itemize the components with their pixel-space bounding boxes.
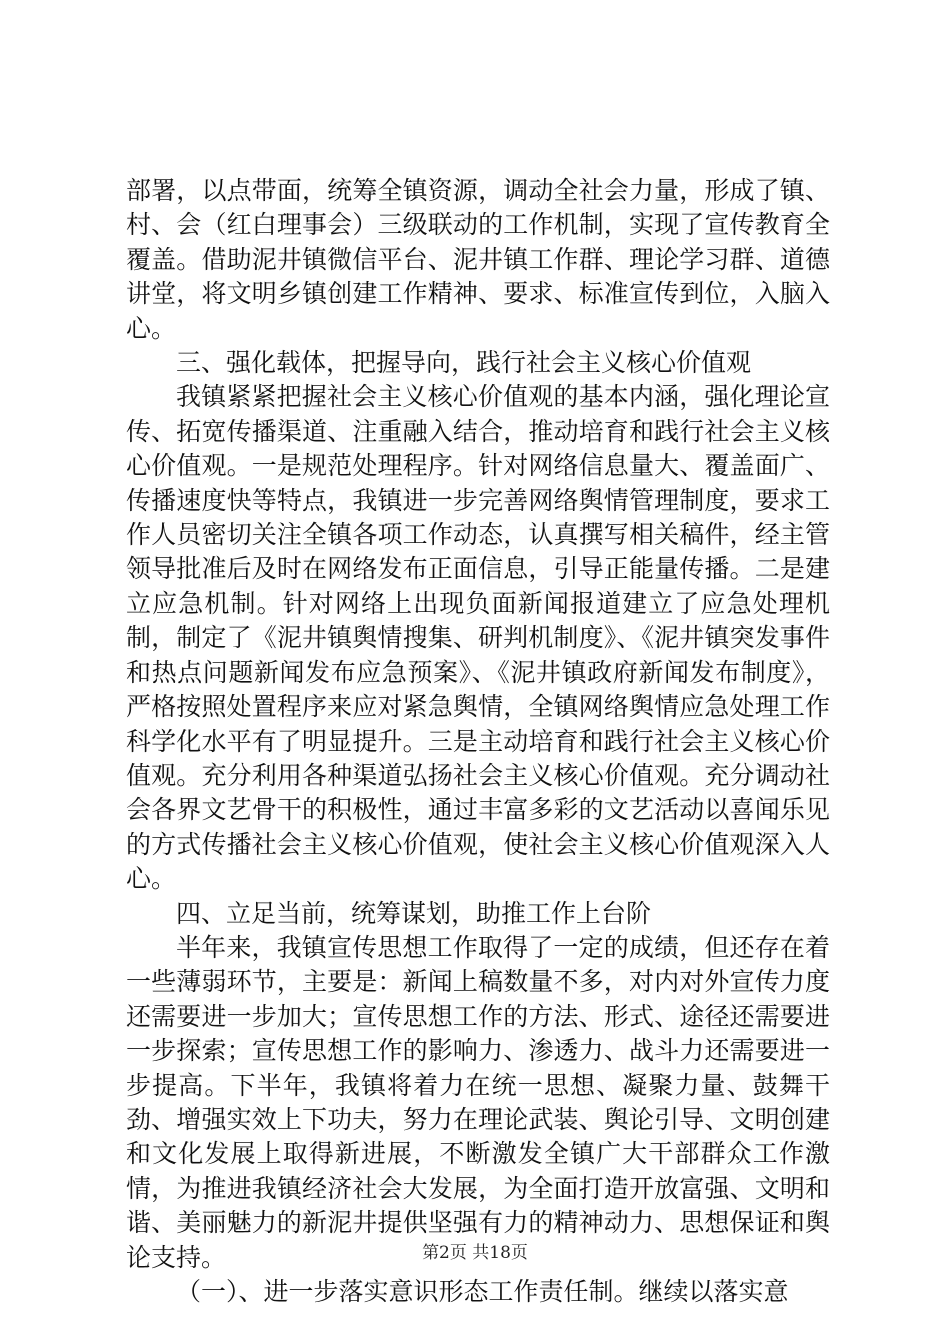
paragraph-half-year-summary: 半年来，我镇宣传思想工作取得了一定的成绩，但还存在着一些薄弱环节，主要是：新闻上稿数量不多，对内对外宣传力度还需要进一步加大；宣传思想工作的方法、形式、途径还需要进一步探索；宣传思想工作的影响力、渗透力、战斗力还需要进一步提高。下半年，我镇将着力在统一思想、凝聚力量、鼓舞干劲、增强实效上下功夫，努力在理论武装、舆论引导、文明创建和文化发展上取得新进展，不断激发全镇广大干部群众工作激情，为推进我镇经济社会大发展，为全面打造开放富强、文明和谐、美丽魅力的新泥井提供坚强有力的精神动力、思想保证和舆论支持。 [126, 932, 830, 1272]
paragraph-continuation: 部署，以点带面，统筹全镇资源，调动全社会力量，形成了镇、村、会（红白理事会）三级联动的工作机制，实现了宣传教育全覆盖。借助泥井镇微信平台、泥井镇工作群、理论学习群、道德讲堂，将文明乡镇创建工作精神、要求、标准宣传到位，入脑入心。 [126, 176, 830, 343]
subsection-heading-1: （一）、进一步落实意识形态工作责任制。继续以落实意 [176, 1277, 789, 1306]
section-heading-3: 三、强化载体，把握导向，践行社会主义核心价值观 [176, 348, 752, 378]
page-footer: 第2页 共18页 [422, 1243, 528, 1263]
paragraph-core-values: 我镇紧紧把握社会主义核心价值观的基本内涵，强化理论宣传、拓宽传播渠道、注重融入结合，推动培育和践行社会主义核心价值观。一是规范处理程序。针对网络信息量大、覆盖面广、传播速度快等特点，我镇进一步完善网络舆情管理制度，要求工作人员密切关注全镇各项工作动态，认真撰写相关稿件，经主管领导批准后及时在网络发布正面信息，引导正能量传播。二是建立应急机制。针对网络上出现负面新闻报道建立了应急处理机制，制定了《泥井镇舆情搜集、研判机制度》、《泥井镇突发事件和热点问题新闻发布应急预案》、《泥井镇政府新闻发布制度》，严格按照处置程序来应对紧急舆情，全镇网络舆情应急处理工作科学化水平有了明显提升。三是主动培育和践行社会主义核心价值观。充分利用各种渠道弘扬社会主义核心价值观。充分调动社会各界文艺骨干的积极性，通过丰富多彩的文艺活动以喜闻乐见的方式传播社会主义核心价值观，使社会主义核心价值观深入人心。 [126, 382, 830, 894]
document-body [126, 174, 830, 1309]
section-heading-4: 四、立足当前，统筹谋划，助推工作上台阶 [176, 898, 652, 928]
